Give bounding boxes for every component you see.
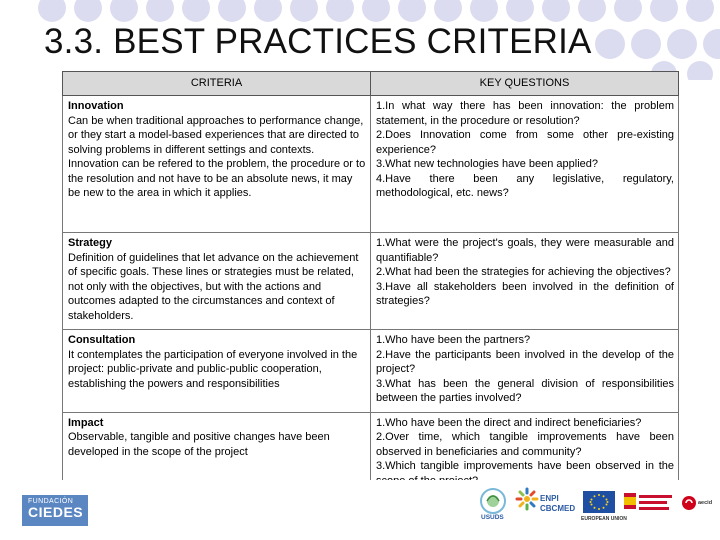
questions-cell-consultation [371, 330, 679, 413]
usuds-logo-label: USUDS [481, 514, 504, 521]
criteria-title: Consultation [68, 334, 136, 346]
criteria-description: Definition of guidelines that let advance on the achievement of specific goals. These lines or strategies must be related, not only with the objectives, but with the actions and outcomes adapted to the circumstances and context of stakeholders. [68, 251, 359, 322]
criteria-cell-consultation [63, 330, 371, 413]
key-questions: 1.What were the project's goals, they were measurable and quantifiable? 2.What had been the strategies for achieving the objectives? 3.Have all stakeholders been involved in the definition of strategies? [376, 237, 674, 307]
usuds-logo-icon [478, 487, 508, 515]
enpi-logo-icon [510, 487, 544, 511]
criteria-description: Observable, tangible and positive changes have been developed in the scope of the project [68, 431, 330, 458]
eu-flag-icon [583, 491, 615, 513]
criteria-cell-strategy [63, 233, 371, 330]
criteria-title: Impact [68, 416, 104, 429]
table-row [63, 233, 679, 330]
slide-title: 3.3. BEST PRACTICES CRITERIA [44, 22, 592, 61]
key-questions: 1.Who have been the direct and indirect beneficiaries? 2.Over time, which tangible improvements have been observed in beneficiaries and community? 3.Which tangible improvements have been observed in the [376, 416, 674, 472]
aecid-logo-icon [681, 495, 697, 511]
key-questions: 1.Who have been the partners? 2.Have the participants been involved in the develop of the project? 3.What has been the general division of responsibilities between the parties involved? [376, 334, 674, 404]
criteria-title: Strategy [68, 237, 113, 249]
table-row [63, 330, 679, 413]
spain-government-logo-icon [624, 493, 674, 513]
questions-cell-strategy [371, 233, 679, 330]
criteria-description: It contemplates the participation of everyone involved in the project: public-private and public-public cooperation, establishing the powers and responsibilities [68, 348, 358, 390]
criteria-description: Can be when traditional approaches to performance change, or they start a model-based experiences that are directed to solving problems in different settings and contexts. Innovation can be refered to the problem, the procedure or to the resolution and not have to be an absolute news, it may be new to the area in which it applies. [68, 114, 366, 199]
aecid-logo-label: aecid [698, 500, 713, 506]
key-questions: 1.In what way there has been innovation: the problem statement, in the procedure or resolution? 2.Does Innovation come from some other pre-existing experience? 3.What new technologies have been applied? 4.Have there been any legislative, regulatory, methodological, etc. news? [376, 100, 674, 199]
enpi-logo-label: ENPI [540, 494, 559, 503]
enpi-logo-sublabel: CBCMED [540, 504, 576, 513]
criteria-title: Innovation [68, 100, 124, 112]
eu-logo-label: EUROPEAN UNION [581, 516, 627, 522]
ciedes-logo [22, 495, 88, 526]
criteria-cell-innovation [63, 96, 371, 233]
ciedes-logo-small-text: FUNDACIÓN [28, 498, 74, 505]
ciedes-logo-big-text: CIEDES [28, 504, 84, 520]
questions-cell-innovation [371, 96, 679, 233]
table-row [63, 96, 679, 233]
criteria-table [62, 71, 679, 495]
table-header-row [63, 72, 679, 96]
header-key-questions: KEY QUESTIONS [371, 72, 679, 96]
header-criteria: CRITERIA [63, 72, 371, 96]
